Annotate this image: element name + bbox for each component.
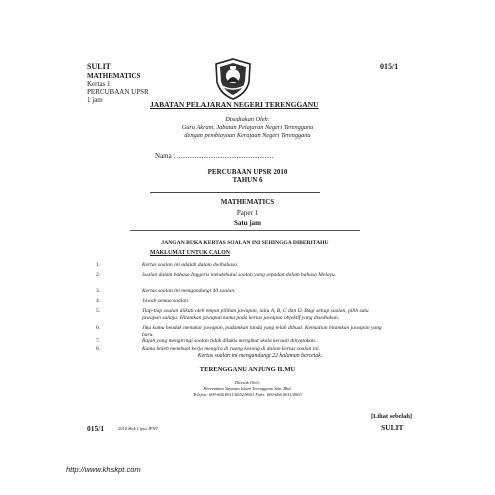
instruction-text: Kertas soalan ini mengandungi 40 soalan. bbox=[142, 288, 236, 294]
department-title: JABATAN PELAJARAN NEGERI TERENGGANU bbox=[150, 100, 319, 109]
candidate-name-field: Nama : ....................................................... bbox=[155, 152, 274, 160]
subject-title: MATHEMATICS bbox=[220, 198, 275, 206]
instruction-number: 3. bbox=[96, 288, 101, 294]
exam-title: PERCUBAAN UPSR 2010 bbox=[207, 168, 288, 176]
instruction-text: Jawab semua soalan. bbox=[142, 298, 190, 304]
instruction-number: 2. bbox=[96, 272, 101, 278]
paper-code-top: 015/1 bbox=[380, 62, 399, 71]
motto: TERENGGANU ANJUNG ILMU bbox=[199, 366, 296, 373]
divider bbox=[130, 230, 360, 231]
instruction-text: Tiap-tiap soalan diikuti oleh empat pilihan jawapan, iaitu A, B, C dan D. Bagi setiap soalan, pilih satu jawapan sahaja. Hitamkan jawapan kamu pada kertas jawapan objektif yang disediakan. bbox=[142, 308, 369, 321]
sulit-label-bottom: SULIT bbox=[381, 423, 404, 432]
instruction-text: Kamu boleh membuat kerja mengira di ruang kosong di dalam kertas soalan ini. bbox=[142, 346, 320, 352]
instruction-number: 7. bbox=[96, 338, 101, 344]
printer-contact: Telefon: 609-666 8611/6652/8601 Faks: 609-666 0611/0063 bbox=[193, 392, 302, 397]
instruction-number: 6. bbox=[96, 325, 101, 331]
instruction-text: Soalan dalam bahasa Inggeris mendahului soalan yang sepadan dalam bahasa Melayu. bbox=[142, 272, 337, 278]
divider bbox=[150, 192, 320, 193]
subject-duration: Satu jam bbox=[233, 219, 262, 227]
page-count-note: Kertas soalan ini mengandungi 22 halaman bercetak. bbox=[197, 353, 323, 359]
printer-name: Percetakan Yayasan Islam Terengganu Sdn. Bhd. bbox=[203, 386, 292, 391]
header-duration: 1 jam bbox=[87, 96, 103, 104]
instruction-number: 8. bbox=[96, 346, 101, 352]
prepared-by-label: Disediakan Oleh: bbox=[225, 116, 270, 123]
header-paper: Kertas 1 bbox=[87, 80, 111, 88]
instructions-heading: MAKLUMAT UNTUK CALON bbox=[150, 250, 230, 256]
instruction-text: Rajah yang mengiringi soalan tidak dilukis mengikut skala kecuali dinyatakan. bbox=[142, 338, 317, 344]
instruction-number: 1. bbox=[96, 262, 101, 268]
instruction-number: 4. bbox=[96, 298, 101, 304]
header-subject: MATHEMATICS bbox=[87, 72, 141, 80]
next-page-note: [Lihat sebelah] bbox=[371, 413, 413, 420]
terengganu-crest-logo bbox=[213, 58, 253, 100]
paper-code-bottom: 015/1 bbox=[87, 424, 105, 433]
instruction-number: 5. bbox=[96, 308, 101, 314]
printer-label: Dicetak Oleh: bbox=[234, 380, 261, 385]
instruction-text: Jika kamu hendak menukar jawapan, padamkan tanda yang telah dibuat. Kemudian hitamkan jawapan yang baru. bbox=[142, 325, 382, 338]
subject-paper: Paper 1 bbox=[236, 209, 259, 217]
prepared-by-line-1: Guru Akram, Jabatan Pelajaran Negeri Terengganu bbox=[181, 124, 314, 131]
header-exam: PERCUBAAN UPSR bbox=[87, 88, 149, 96]
source-url-watermark: http://www.khskpt.com bbox=[66, 465, 141, 474]
sulit-label-top: SULIT bbox=[87, 62, 112, 71]
do-not-open-warning: JANGAN BUKA KERTAS SOALAN INI SEHINGGA DIBERITAHU bbox=[161, 240, 329, 246]
exam-year: TAHUN 6 bbox=[232, 176, 263, 184]
instruction-text: Kertas soalan ini adalah dalam dwibahasa. bbox=[142, 262, 239, 268]
copyright-note: 2010 Hak Cipta JPNT bbox=[118, 426, 159, 431]
prepared-by-line-2: dengan pembiayaan Kerajaan Negeri Terengganu bbox=[184, 132, 311, 139]
